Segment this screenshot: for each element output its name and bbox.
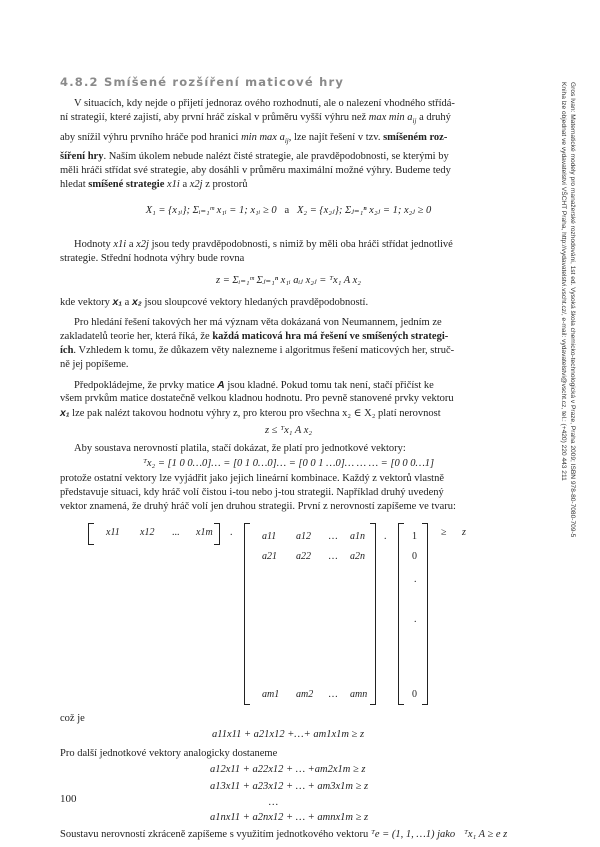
column-vector-right-bracket	[422, 523, 428, 705]
dot-operator: .	[384, 531, 387, 542]
dot-operator: .	[230, 527, 233, 538]
para-3: kde vektory x₁ a x₂ jsou sloupcové vektory hledaných pravděpodobností.	[60, 296, 369, 308]
coz-je: což je	[60, 713, 85, 724]
row-vector-left-bracket	[88, 523, 94, 545]
matrix-cell: a2n	[350, 551, 365, 562]
matrix-cell: a12	[296, 531, 311, 542]
column-vector-entry: .	[414, 614, 417, 625]
inequality-formula: z ≤ ᵀx₁ A x₂	[264, 425, 313, 436]
matrix-cell: a22	[296, 551, 311, 562]
para-1-line-4: šíření hry. Naším úkolem nebude nalézt čisté strategie, ale pravděpodobnosti, se kterými by	[60, 151, 449, 162]
para-1-line-1: V situacích, kdy nejde o přijetí jednoraz ového rozhodnutí, ale o nalezení vhodného střídá-	[74, 98, 455, 109]
column-vector-entry: 0	[412, 551, 417, 562]
matrix-left-bracket	[244, 523, 250, 705]
ellipsis: …	[268, 797, 279, 808]
side-citation-line-1: Gros Ivan: Matematické modely pro manažerské rozhodování, 1st ed. Vysoká škola chemicko-technologická v Praze, Praha 2009; ISBN 978-80-7080-709-5	[569, 82, 576, 538]
inequality-1: a11x11 + a21x12 +…+ am1x1m ≥ z	[212, 729, 365, 740]
matrix-cell: a11	[262, 531, 277, 542]
row-vector-entry: ...	[172, 527, 180, 538]
para-2-line-2: strategie. Střední hodnota výhry bude rovna	[60, 253, 245, 264]
analog-intro: Pro další jednotkové vektory analogicky dostaneme	[60, 748, 278, 759]
para-4-line-3: ích. Vzhledem k tomu, že důkazem věty nalezneme i algoritmus řešení maticových her, struč-	[60, 345, 455, 356]
para-2-line-1: Hodnoty x1i a x2j jsou tedy pravděpodobnosti, s nimiž by měli oba hráči střídat jednotlivé	[74, 239, 453, 250]
matrix-cell: …	[328, 551, 338, 562]
section-title: Smíšené rozšíření maticové hry	[103, 75, 345, 89]
matrix-cell: a21	[262, 551, 277, 562]
page-number: 100	[60, 793, 77, 805]
column-vector-entry: 1	[412, 531, 417, 542]
column-vector-left-bracket	[398, 523, 404, 705]
matrix-cell: amn	[350, 689, 368, 700]
minmax-expr: min max a	[241, 132, 285, 143]
final-inequality: ᵀx₁ A ≥ e z	[463, 829, 508, 840]
row-vector-entry: x11	[106, 527, 120, 538]
section-number: 4.8.2	[60, 75, 99, 89]
para-5-line-1: Předpokládejme, že prvky matice A jsou kladné. Pokud tomu tak není, stačí přičíst ke	[74, 379, 434, 391]
para-6-line-1: Aby soustava nerovností platila, stačí dokázat, že platí pro jednotkové vektory:	[74, 443, 406, 454]
maxmin-expr: max min a	[368, 112, 413, 123]
section-heading	[60, 75, 344, 89]
para-1-line-6: hledat smíšené strategie x1i a x2j z prostorů	[60, 179, 248, 190]
matrix-cell: am1	[262, 689, 280, 700]
matrix-cell: …	[328, 689, 338, 700]
z-symbol: z	[462, 527, 466, 538]
row-vector-entry: x12	[140, 527, 155, 538]
strategy-sets-formula: X₁ = {x₁ᵢ}; Σᵢ₌₁ᵐ x₁ᵢ = 1; x₁ᵢ ≥ 0 a X₂ = {x₂ⱼ}; Σⱼ₌₁ⁿ x₂ⱼ = 1; x₂ⱼ ≥ 0	[145, 205, 432, 216]
para-1-line-5: měli hráči střídat své strategie, aby dosáhli v průměru maximální možné výhry. Budeme tedy	[60, 165, 451, 176]
row-vector-entry: x1m	[196, 527, 213, 538]
matrix-right-bracket	[370, 523, 376, 705]
matrix-cell: …	[328, 531, 338, 542]
matrix-cell: a1n	[350, 531, 365, 542]
side-citation-line-2: Kniha lze objednat ve vydavatelství VŠCHT Praha, http://vydavatelstvi.vscht.cz/, e-mail: vydavatelstvi@vscht.cz, tel.: (+420) 220 443 211	[560, 82, 567, 481]
matrix-cell: am2	[296, 689, 314, 700]
column-vector-entry: 0	[412, 689, 417, 700]
inequality-3: a13x11 + a23x12 + … + am3x1m ≥ z	[210, 781, 369, 792]
para-6-line-4: vektor znamená, že druhý hráč volí jen druhou strategii. První z nerovností zapíšeme ve tvaru:	[60, 501, 456, 512]
para-5-line-3: x₁ lze pak nalézt takovou hodnotu výhry z, pro kterou pro všechna x₂ ∈ X₂ platí nerovnost	[60, 407, 441, 419]
unit-vectors: ᵀx₂ = [1 0 0…0]… = [0 1 0…0]… = [0 0 1 …0]… … … = [0 0 0…1]	[142, 458, 435, 469]
para-4-line-1: Pro hledání řešení takových her má význam věta dokázaná von Neumannem, jedním ze	[74, 317, 442, 328]
para-5-line-2: všem prvkům matice dostatečně velkou kladnou hodnotu. Pro pevně stanovené prvky vektoru	[60, 393, 454, 404]
para-1-line-2: ní strategií, které zajistí, aby první hráč získal v průměru vyšší výhru než $\max \min a_{ij}$ a druhý	[60, 112, 451, 126]
para-4-line-2: zakladatelů teorie her, která říká, že každá maticová hra má řešení ve smíšených strategi-	[60, 331, 449, 342]
inequality-2: a12x11 + a22x12 + … +am2x1m ≥ z	[210, 764, 366, 775]
column-vector-entry: .	[414, 574, 417, 585]
para-4-line-4: ně jej popíšeme.	[60, 359, 129, 370]
para-6-line-3: představuje situaci, kdy hráč volí čistou i-tou nebo j-tou strategii. Například druhý uvedený	[60, 487, 444, 498]
geq-sign: ≥	[441, 527, 447, 538]
inequality-4: a1nx11 + a2nx12 + … + amnx1m ≥ z	[210, 812, 369, 823]
para-6-line-2: protože ostatní vektory lze vyjádřit jako jejich lineární kombinace. Každý z vektorů vlastně	[60, 473, 444, 484]
final-sentence: Soustavu nerovností zkráceně zapíšeme s využitím jednotkového vektoru ᵀe = (1, 1, …1) jako ᵀx₁ A ≥ e z	[60, 829, 508, 840]
para-1-line-3: aby snížil výhru prvního hráče pod hranici $\min \max a_{ij}$, lze najít řešení v tzv. smíšeném roz-	[60, 132, 448, 146]
expected-value-formula: z = Σᵢ₌₁ᵐ Σⱼ₌₁ⁿ x₁ᵢ aᵢⱼ x₂ⱼ = ᵀx₁ A x₂	[216, 275, 361, 286]
row-vector-right-bracket	[214, 523, 220, 545]
side-citation	[559, 82, 577, 537]
